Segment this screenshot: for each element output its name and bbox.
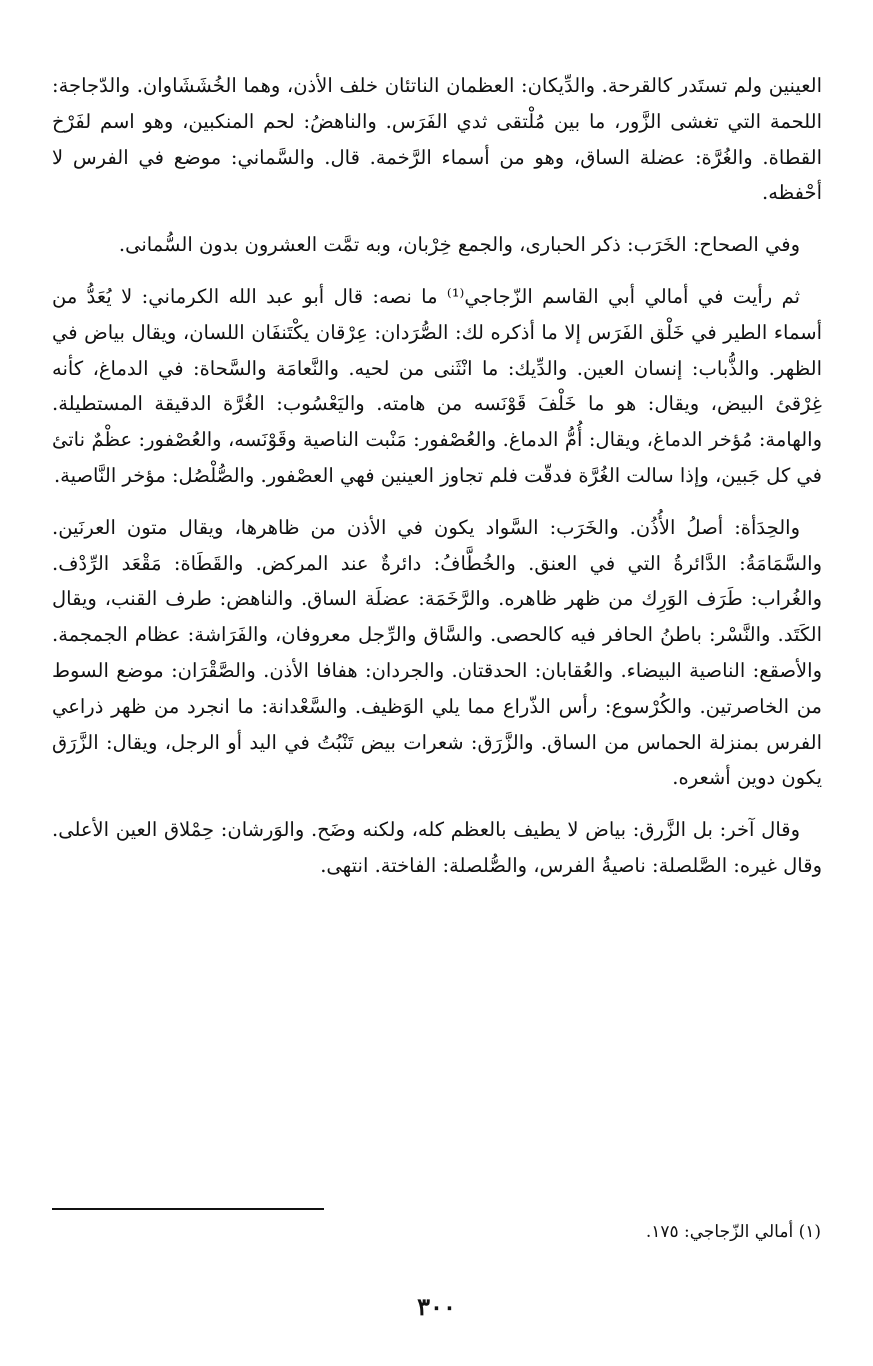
paragraph-1: العينين ولم تستَدر كالقرحة. والدِّيكان: العظمان الناتئان خلف الأذن، وهما الخُشَشَاوان. والدّجاجة: اللحمة التي تغشى الزَّور، ما بين مُلْتقى ثدي الفَرَس. والناهضُ: لحم المنكبين، وهو اسم لفَرْخ القطاة. والغُرَّة: عضلة الساق، وهو من أسماء الرَّخمة. قال. والسَّماني: موضع في الفرس لا أحْفظه. <box>52 74 822 205</box>
page-body <box>52 68 822 884</box>
footnote: (١) أمالي الزّجاجي: ١٧٥. <box>645 1222 821 1242</box>
paragraph-gap <box>52 211 822 227</box>
page-number: ٣٠٠ <box>417 1292 456 1321</box>
paragraph-3: ثم رأيت في أمالي أبي القاسم الزّجاجي⁽¹⁾ ما نصه: قال أبو عبد الله الكرماني: لا يُعَدُّ من أسماء الطير في خَلْق الفَرَس إلا ما أذكره لك: الصُّرَدان: عِرْقان يكْتَنفَان اللسان، ويقال بياض في الظهر. والذُّباب: إنسان العين. والدِّيك: ما انْثَنى من لحيه. والنَّعامَة والسَّحاة: في الدماغ، كأنه غِرْقئ البيض، ويقال: هو ما خَلْفَ قَوْنَسه من هامته. واليَعْسُوب: الغُرَّة الدقيقة المستطيلة. والهامة: مُؤخر الدماغ، ويقال: أُمُّ الدماغ. والعُصْفور: مَنْبت الناصية وقَوْنَسه، والعُصْفور: عظْمٌ ناتئ في كل جَبين، وإذا سالت الغُرَّة فدقّت فلم تجاوز العينين فهي العصْفور. والصُّلْصُل: مؤخر النَّاصية. <box>52 284 822 487</box>
paragraph-4: والحِدَأة: أصلُ الأُذُن. والخَرَب: السَّواد يكون في الأذن من ظاهرها، ويقال متون العرنَين. والسَّمَامَةُ: الدَّائرةُ التي في العنق. والخُطَّافُ: دائرةٌ عند المركض. والقَطَاة: مَقْعَد الرِّدْف. والغُراب: طَرَف الوَرِك من ظهر ظاهره. والرَّخَمَة: عضلَة الساق. والناهض: طرف القنب، ويقال الكَتَد. والنَّسْر: باطنُ الحافر فيه كالحصى. والسَّاق والرِّجل معروفان، والفَرَاشة: عظام الجمجمة. والأصقع: الناصية البيضاء. والعُقابان: الحدقتان. والجردان: هفافا الأذن. والصَّقْرَان: موضع السوط من الخاصرتين. والكُرْسوع: رأس الذّراع مما يلي الوَظيف. والسَّعْدانة: ما انجرد من ظهر ذراعي الفرس بمنزلة الحماس من الساق. والزَّرَق: شعرات بيض تَنْبُتُ في اليد أو الرجل، ويقال: الزَّرَق يكون دوين أشعره. <box>52 515 822 790</box>
paragraph-gap <box>52 263 822 279</box>
paragraph-2: وفي الصحاح: الخَرَب: ذكر الحبارى، والجمع خِرْبان، وبه تمَّت العشرون بدون السُّمانى. <box>118 233 800 257</box>
paragraph-5: وقال آخر: بل الزَّرق: بياض لا يطيف بالعظم كله، ولكنه وضَح. والوَرشان: حِمْلاق العين الأعلى. وقال غيره: الصَّلصلة: ناصيةُ الفرس، والصُّلصلة: الفاختة. انتهى. <box>52 818 822 877</box>
paragraph-gap <box>52 796 822 812</box>
footnote-separator <box>52 1208 324 1210</box>
paragraph-gap <box>52 494 822 510</box>
